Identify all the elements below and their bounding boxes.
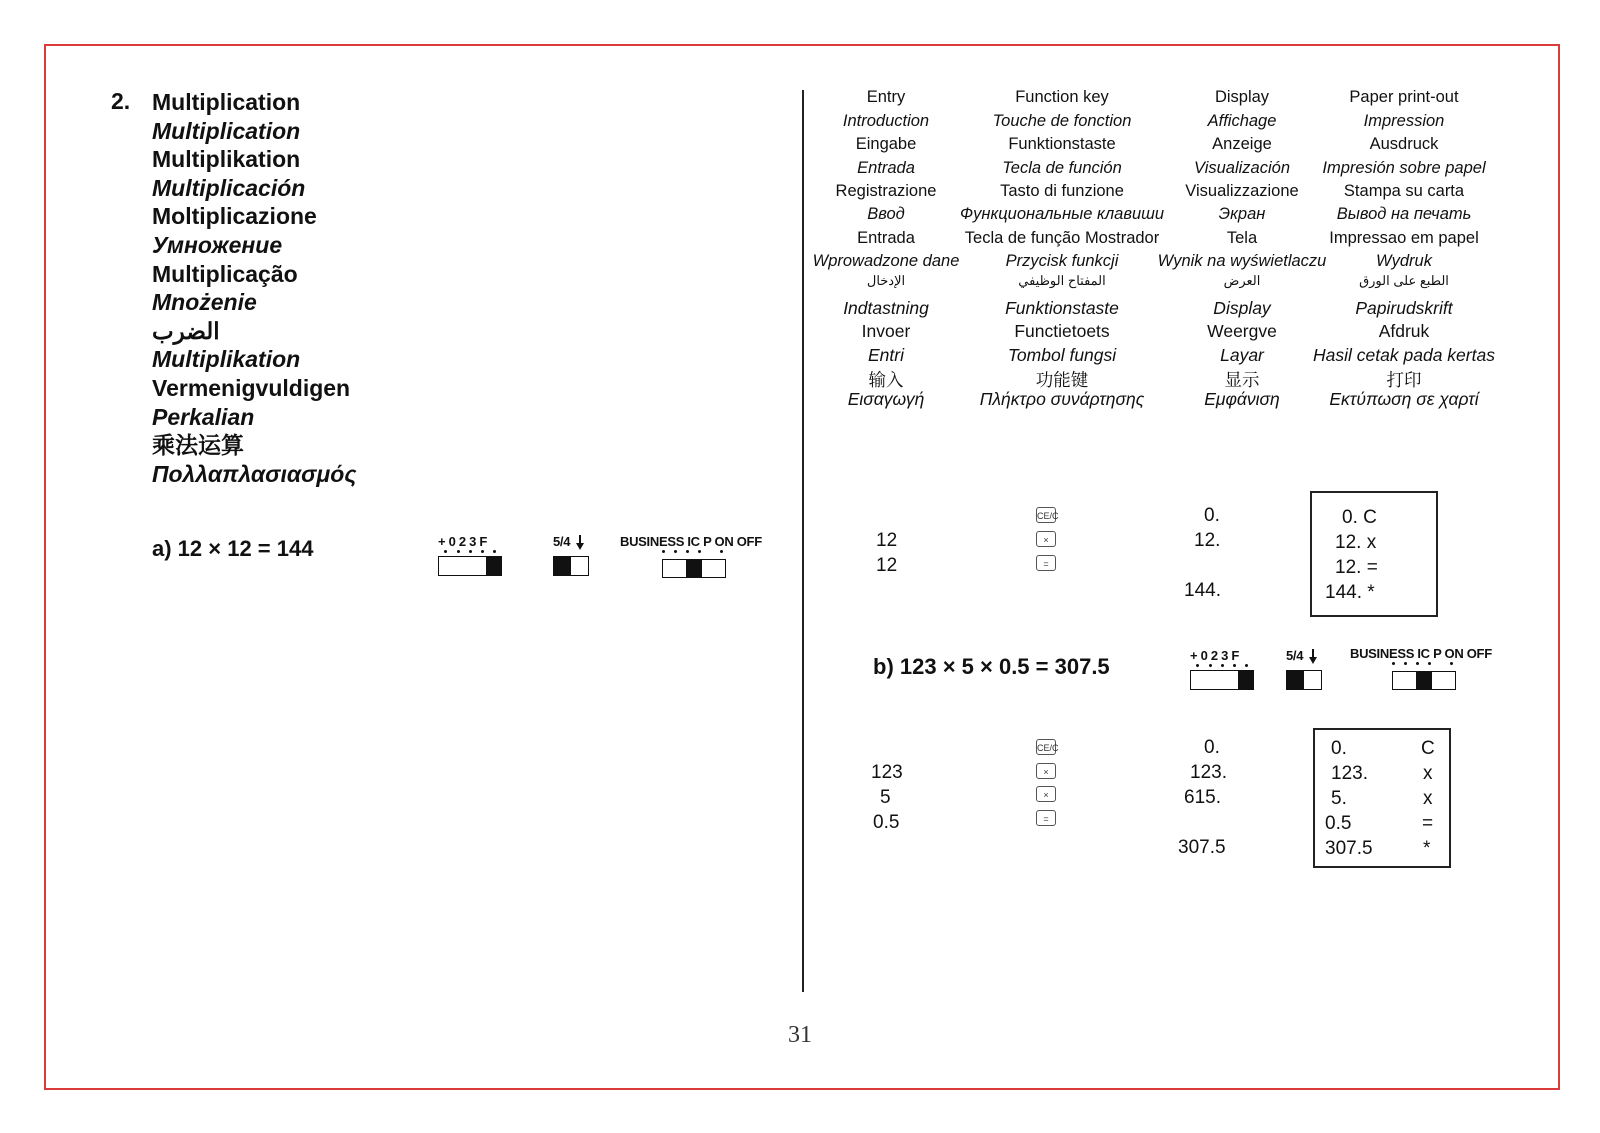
header-col4-row9: الطبع على الورق bbox=[1359, 273, 1449, 288]
header-col2-row13: 功能键 bbox=[1035, 370, 1089, 390]
header-col4-row8: Wydruk bbox=[1376, 252, 1432, 270]
header-col2-row1: Function key bbox=[1015, 88, 1109, 106]
header-col3-row7: Tela bbox=[1226, 228, 1258, 247]
example-a-equation: a) 12 × 12 = 144 bbox=[152, 536, 314, 561]
page-number: 31 bbox=[788, 1022, 812, 1048]
header-col1-row2: Introduction bbox=[842, 111, 930, 130]
example-b-tape-value-3: 5. bbox=[1331, 788, 1347, 809]
title-ar: الضرب bbox=[152, 317, 220, 344]
mode-switch-knob bbox=[1416, 671, 1432, 690]
center-divider bbox=[802, 90, 804, 992]
header-col1-row14: Εισαγωγή bbox=[847, 389, 925, 409]
header-col2-row6: Функциональные клавиши bbox=[960, 205, 1164, 223]
round-switch-label: 5/4 bbox=[553, 534, 571, 549]
example-a-tape-row-3: 12. = bbox=[1335, 557, 1378, 578]
title-zh: 乘法运算 bbox=[152, 432, 244, 459]
key-equals-icon: = bbox=[1036, 810, 1056, 826]
header-col1-row1: Entry bbox=[866, 88, 906, 106]
mode-switch-knob bbox=[686, 559, 702, 578]
header-col2-row12: Tombol fungsi bbox=[1007, 344, 1117, 365]
example-b-display-1: 0. bbox=[1204, 737, 1220, 758]
title-el: Πολλαπλασιασμός bbox=[152, 460, 357, 487]
example-a-tape-row-4: 144. * bbox=[1325, 582, 1375, 603]
header-col2-row14: Πλήκτρο συνάρτησης bbox=[979, 389, 1145, 409]
down-arrow-stem bbox=[1312, 649, 1314, 657]
example-a-display-4: 144. bbox=[1184, 580, 1221, 601]
example-b-display-5: 307.5 bbox=[1178, 837, 1226, 858]
section-number: 2. bbox=[111, 88, 131, 114]
round-switch-label: 5/4 bbox=[1286, 648, 1304, 663]
header-col3-row12: Layar bbox=[1220, 344, 1264, 365]
example-b-tape-symbol-5: * bbox=[1423, 838, 1431, 859]
title-de: Multiplikation bbox=[152, 146, 301, 173]
example-b-tape-symbol-1: C bbox=[1421, 738, 1435, 759]
header-col1-row12: Entri bbox=[868, 344, 904, 365]
header-col3-row10: Display bbox=[1213, 297, 1271, 318]
decimal-switch-knob bbox=[486, 556, 502, 576]
key-equals-icon: = bbox=[1036, 555, 1056, 571]
header-col2-row10: Funktionstaste bbox=[1005, 297, 1119, 318]
header-col2-row7: Tecla de função Mostrador bbox=[964, 228, 1160, 247]
header-col1-row9: الإدخال bbox=[866, 273, 906, 288]
round-switch-knob bbox=[553, 556, 571, 576]
header-col3-row5: Visualizzazione bbox=[1185, 182, 1299, 200]
header-col4-row11: Afdruk bbox=[1378, 321, 1430, 341]
example-b-tape bbox=[1313, 728, 1451, 868]
title-it: Moltiplicazione bbox=[152, 203, 317, 230]
header-col1-row13: 输入 bbox=[868, 370, 904, 390]
decimal-switch-knob bbox=[1238, 670, 1254, 690]
header-col4-row3: Ausdruck bbox=[1369, 135, 1439, 153]
title-es: Multiplicación bbox=[152, 174, 306, 201]
down-arrow-icon bbox=[1309, 657, 1317, 664]
header-col3-row13: 显示 bbox=[1224, 370, 1260, 390]
header-col1-row10: Indtastning bbox=[843, 297, 929, 318]
header-col4-row2: Impression bbox=[1363, 111, 1445, 130]
example-b-tape-symbol-2: x bbox=[1423, 763, 1433, 784]
header-col2-row11: Functietoets bbox=[1014, 321, 1110, 341]
key-multiply-icon: × bbox=[1036, 531, 1056, 547]
header-col1-row5: Registrazione bbox=[835, 182, 937, 200]
example-b-tape-symbol-3: x bbox=[1423, 788, 1433, 809]
header-col3-row3: Anzeige bbox=[1212, 135, 1272, 153]
title-nl: Vermenigvuldigen bbox=[152, 374, 351, 401]
header-col4-row14: Εκτύπωση σε χαρτί bbox=[1329, 389, 1479, 409]
title-fr: Multiplication bbox=[152, 117, 301, 144]
decimal-switch-label: + 0 2 3 F bbox=[1190, 648, 1239, 663]
example-a-display-2: 12. bbox=[1194, 530, 1221, 551]
title-en: Multiplication bbox=[152, 89, 301, 115]
title-id: Perkalian bbox=[152, 403, 255, 430]
header-col1-row11: Invoer bbox=[861, 321, 911, 341]
example-b-tape-value-1: 0. bbox=[1331, 738, 1347, 759]
example-a-tape bbox=[1310, 491, 1438, 617]
key-multiply-icon: × bbox=[1036, 786, 1056, 802]
round-switch-knob bbox=[1286, 670, 1304, 690]
header-col2-row8: Przycisk funkcji bbox=[1005, 252, 1119, 270]
header-col1-row8: Wprowadzone dane bbox=[812, 252, 960, 270]
example-b-tape-value-5: 307.5 bbox=[1325, 838, 1373, 859]
header-col4-row5: Stampa su carta bbox=[1343, 182, 1465, 200]
header-col2-row2: Touche de fonction bbox=[992, 111, 1132, 130]
example-a-tape-row-2: 12. x bbox=[1335, 532, 1377, 553]
header-col3-row1: Display bbox=[1214, 88, 1270, 106]
title-ru: Умножение bbox=[152, 231, 283, 258]
example-b-display-2: 123. bbox=[1190, 762, 1227, 783]
header-col4-row7: Impressao em papel bbox=[1329, 228, 1479, 247]
header-col4-row12: Hasil cetak pada kertas bbox=[1313, 344, 1495, 365]
header-col3-row9: العرض bbox=[1223, 273, 1261, 288]
key-cec-icon: CE/C bbox=[1036, 739, 1056, 755]
mode-switch-label: BUSINESS IC P ON OFF bbox=[620, 534, 762, 549]
example-a-entry-1: 12 bbox=[876, 530, 898, 551]
header-col3-row11: Weergve bbox=[1207, 321, 1277, 341]
header-col1-row3: Eingabe bbox=[855, 135, 917, 153]
key-cec-icon: CE/C bbox=[1036, 507, 1056, 523]
header-col1-row7: Entrada bbox=[857, 228, 915, 247]
example-b-equation: b) 123 × 5 × 0.5 = 307.5 bbox=[873, 654, 1110, 679]
down-arrow-stem bbox=[579, 535, 581, 543]
header-col2-row4: Tecla de función bbox=[1002, 158, 1122, 177]
decimal-switch-label: + 0 2 3 F bbox=[438, 534, 487, 549]
example-b-entry-3: 0.5 bbox=[873, 812, 900, 833]
header-col1-row6: Ввод bbox=[867, 205, 905, 223]
example-a-entry-2: 12 bbox=[876, 555, 898, 576]
header-col3-row6: Экран bbox=[1218, 205, 1266, 223]
header-col2-row3: Funktionstaste bbox=[1008, 135, 1116, 153]
title-da: Multiplikation bbox=[152, 346, 301, 373]
example-b-display-3: 615. bbox=[1184, 787, 1221, 808]
header-col3-row4: Visualización bbox=[1193, 158, 1291, 177]
mode-switch-label: BUSINESS IC P ON OFF bbox=[1350, 646, 1492, 661]
header-col4-row13: 打印 bbox=[1386, 370, 1422, 390]
section-title-list bbox=[152, 88, 357, 488]
example-b-tape-symbol-4: = bbox=[1422, 813, 1434, 834]
header-col2-row9: المفتاح الوظيفي bbox=[1018, 273, 1106, 288]
example-b-tape-value-4: 0.5 bbox=[1325, 813, 1352, 834]
example-b-entry-1: 123 bbox=[871, 762, 903, 783]
header-col2-row5: Tasto di funzione bbox=[1000, 182, 1124, 200]
header-col4-row4: Impresión sobre papel bbox=[1322, 158, 1486, 177]
header-col4-row10: Papirudskrift bbox=[1355, 297, 1453, 318]
header-col4-row6: Вывод на печать bbox=[1336, 205, 1472, 223]
example-b-entry-2: 5 bbox=[880, 787, 891, 808]
header-col3-row2: Affichage bbox=[1207, 111, 1277, 130]
header-col1-row4: Entrada bbox=[857, 158, 915, 177]
title-pl: Mnożenie bbox=[152, 289, 257, 316]
header-col3-row8: Wynik na wyświetlaczu bbox=[1157, 252, 1327, 270]
header-col3-row14: Εμφάνιση bbox=[1204, 389, 1280, 409]
header-col4-row1: Paper print-out bbox=[1349, 88, 1459, 106]
example-a-display-1: 0. bbox=[1204, 505, 1220, 526]
down-arrow-icon bbox=[576, 543, 584, 550]
example-a-tape-row-1: 0. C bbox=[1342, 507, 1377, 528]
title-pt: Multiplicação bbox=[152, 260, 298, 287]
key-multiply-icon: × bbox=[1036, 763, 1056, 779]
example-b-tape-value-2: 123. bbox=[1331, 763, 1368, 784]
